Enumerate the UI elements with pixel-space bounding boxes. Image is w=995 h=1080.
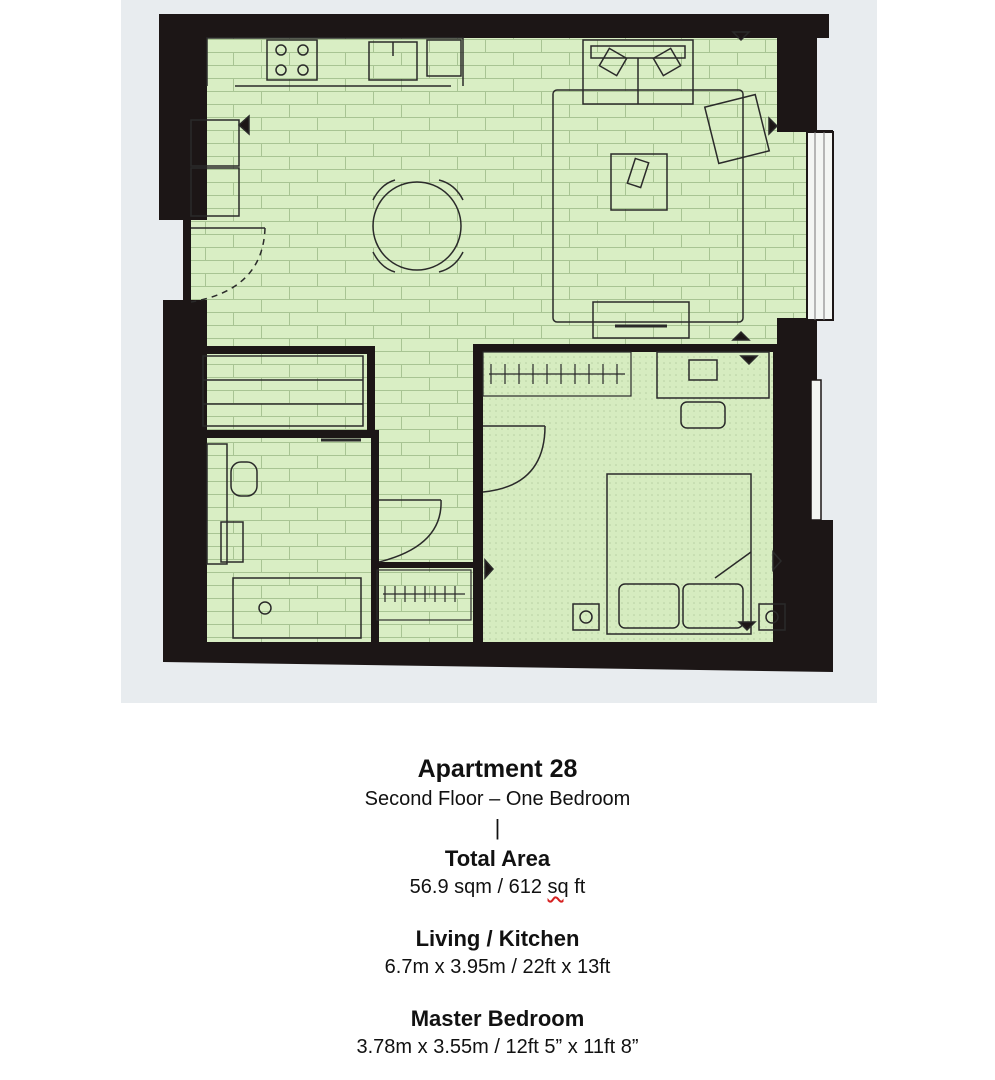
bedroom-carpet [481, 348, 777, 642]
separator: | [494, 815, 501, 840]
living-kitchen-value: 6.7m x 3.95m / 22ft x 13ft [384, 956, 611, 978]
floor-type: Second Floor – One Bedroom [364, 788, 631, 810]
apartment-title: Apartment 28 [417, 755, 578, 783]
total-area-heading: Total Area [444, 846, 551, 871]
master-bedroom-value: 3.78m x 3.55m / 12ft 5” x 11ft 8” [356, 1036, 639, 1058]
floor-plan-image [121, 0, 877, 703]
total-area-value-prefix: 56.9 sqm / 612 [409, 876, 548, 898]
apartment-details [0, 752, 995, 1060]
floor-area [191, 38, 811, 642]
living-kitchen-heading: Living / Kitchen [415, 926, 580, 951]
total-area-value [0, 874, 995, 900]
floor-plan-drawing [121, 0, 877, 703]
master-bedroom-heading: Master Bedroom [410, 1006, 585, 1031]
total-area-value-suffix: ft [568, 876, 586, 898]
spellcheck-word: sq [547, 876, 569, 898]
